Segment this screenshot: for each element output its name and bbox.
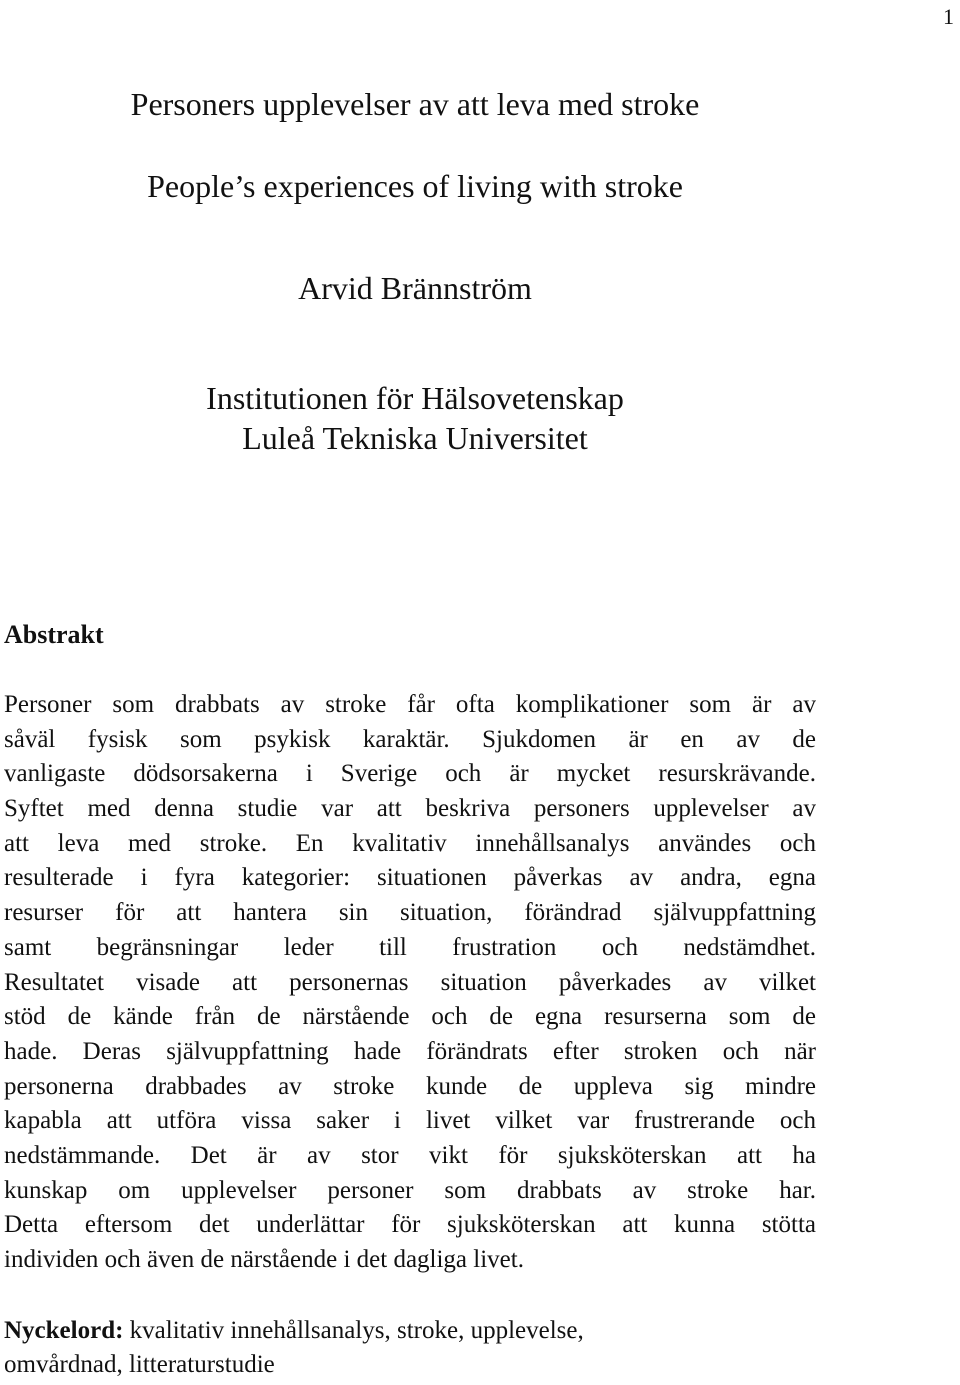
page-number: 1 <box>943 4 954 29</box>
abstract-line: Resultatet visade att personernas situation påverkades av vilket <box>4 968 816 996</box>
abstract-line: Personer som drabbats av stroke får ofta komplikationer som är av <box>4 691 816 718</box>
abstract-line: resurser för att hantera sin situation, förändrad självuppfattning <box>4 899 816 927</box>
abstract-line: resulterade i fyra kategorier: situationen påverkas av andra, egna <box>4 864 816 892</box>
abstract-line: Syftet med denna studie var att beskriva personers upplevelser av <box>4 795 816 823</box>
abstract-line: personerna drabbades av stroke kunde de uppleva sig mindre <box>4 1072 816 1100</box>
abstract-line: hade. Deras självuppfattning hade förändrats efter stroken och när <box>4 1037 816 1065</box>
abstract-line: stöd de kände från de närstående och de egna resurserna som de <box>4 1003 816 1031</box>
abstract-line: kapabla att utföra vissa saker i livet vilket var frustrerande och <box>4 1107 816 1135</box>
abstract-heading: Abstrakt <box>4 620 104 649</box>
abstract-line: att leva med stroke. En kvalitativ innehållsanalys användes och <box>4 829 816 857</box>
keywords-label: Nyckelord: <box>4 1317 124 1344</box>
abstract-body <box>4 688 816 1278</box>
title-english: People’s experiences of living with stroke <box>147 168 683 204</box>
keywords-line-1 <box>4 1314 816 1348</box>
department-name: Institutionen för Hälsovetenskap <box>206 380 624 416</box>
abstract-line: kunskap om upplevelser personer som drabbats av stroke har. <box>4 1176 816 1204</box>
abstract-line: vanligaste dödsorsakerna i Sverige och är mycket resurskrävande. <box>4 760 816 788</box>
keywords-line-2: omvårdnad, litteraturstudie <box>4 1351 275 1378</box>
university-name: Luleå Tekniska Universitet <box>242 420 588 456</box>
abstract-line: samt begränsningar leder till frustration och nedstämdhet. <box>4 933 816 961</box>
abstract-line: Detta eftersom det underlättar för sjuksköterskan att kunna stötta <box>4 1211 816 1239</box>
title-swedish: Personers upplevelser av att leva med stroke <box>130 86 700 122</box>
abstract-line: såväl fysisk som psykisk karaktär. Sjukdomen är en av de <box>4 725 816 753</box>
keywords-text: kvalitativ innehållsanalys, stroke, upplevelse, <box>129 1317 584 1344</box>
keywords-block <box>4 1314 816 1382</box>
author-name: Arvid Brännström <box>298 270 532 306</box>
abstract-line: nedstämmande. Det är av stor vikt för sjuksköterskan att ha <box>4 1141 816 1169</box>
abstract-line: individen och även de närstående i det dagliga livet. <box>4 1246 524 1273</box>
